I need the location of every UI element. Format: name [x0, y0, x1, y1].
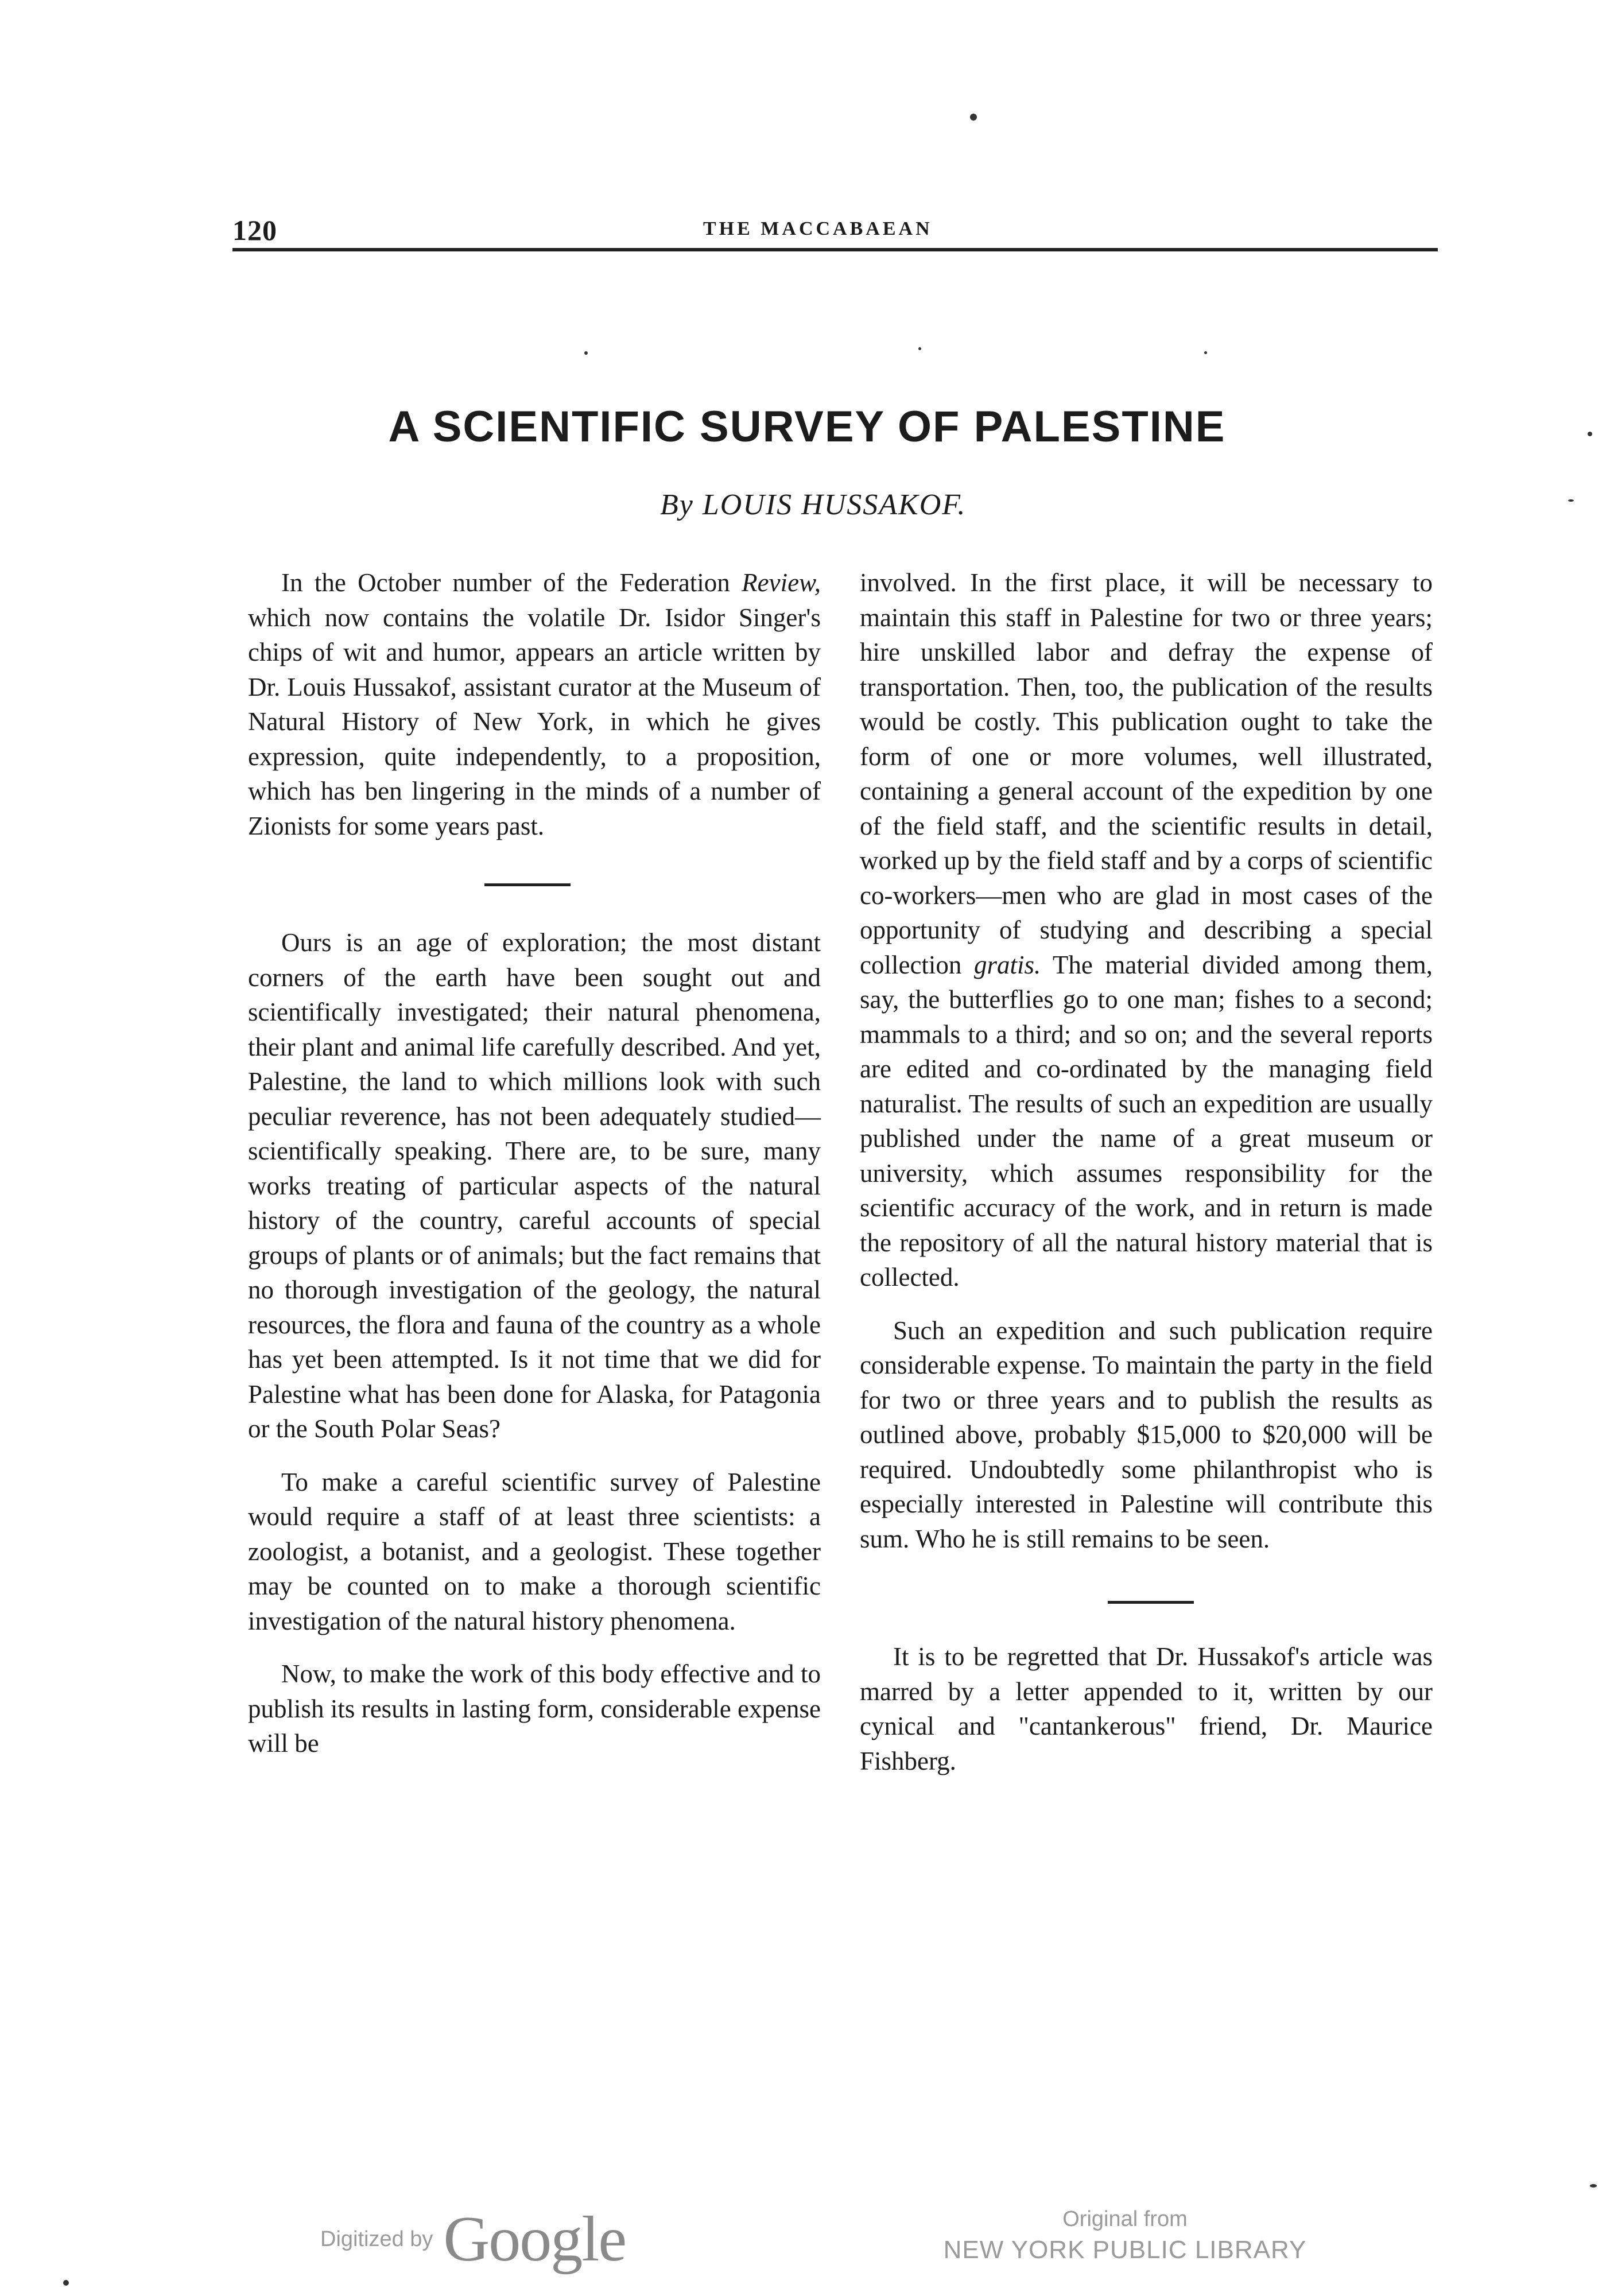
scan-speck	[1204, 351, 1207, 354]
page-number: 120	[232, 214, 277, 246]
original-from-label: Original from	[1062, 2207, 1188, 2231]
article-title: A SCIENTIFIC SURVEY OF PALESTINE	[388, 402, 1226, 451]
paragraph: Such an expedition and such publication require considerable expense. To maintain the party in the field for two or three years and to publish the results as outlined above, probably $15,000 to $20,000 will be required. Undoubtedly some philanthropist who is especially interested in Palestine will contribute this sum. Who he is still remains to be seen.	[860, 1316, 1433, 1553]
scan-speck	[1568, 499, 1574, 502]
scan-speck	[918, 347, 921, 350]
right-column	[860, 565, 1433, 1778]
paragraph: Now, to make the work of this body effective and to publish its results in lasting form, considerable expense will be	[248, 1659, 821, 1758]
running-head	[232, 214, 1438, 251]
google-logo: Google	[443, 2204, 626, 2275]
library-name: NEW YORK PUBLIC LIBRARY	[943, 2236, 1307, 2264]
article-byline: By LOUIS HUSSAKOF.	[660, 488, 967, 521]
section-divider	[484, 883, 571, 886]
scan-speck	[970, 114, 977, 121]
digitization-credit	[320, 2204, 626, 2275]
paragraph: It is to be regretted that Dr. Hussakof's article was marred by a letter appended to it, written by our cynical and "cantankerous" friend, Dr. Maurice Fishberg.	[860, 1642, 1433, 1775]
left-column	[248, 565, 821, 1761]
digitized-by-label: Digitized by	[320, 2227, 433, 2251]
journal-title: THE MACCABAEAN	[703, 218, 933, 239]
section-divider	[1108, 1601, 1194, 1604]
paragraph: Ours is an age of exploration; the most distant corners of the earth have been sought out and scientifically investigated; their natural phenomena, their plant and animal life carefully described. And yet, Palestine, the land to which millions look with such peculiar reverence, has not been adequately studied—scientifically speaking. There are, to be sure, many works treating of particular aspects of the natural history of the country, careful accounts of special groups of plants or of animals; but the fact remains that no thorough investigation of the geology, the natural resources, the flora and fauna of the country as a whole has yet been attempted. Is it not time that we did for Palestine what has been done for Alaska, for Patagonia or the South Polar Seas?	[248, 928, 821, 1443]
scan-speck	[1590, 2184, 1597, 2188]
paragraph: involved. In the first place, it will be necessary to maintain this staff in Palestine for two or three years; hire unskilled labor and defray the expense of transportation. Then, too, the publication of the results would be costly. This publication ought to take the form of one or more volumes, well illustrated, containing a general account of the expedition by one of the field staff, and the scientific results in detail, worked up by the field staff and by a corps of scientific co-workers—men who are glad in most cases of the opportunity of studying and describing a special collection gratis. The material divided among them, say, the butterflies go to one man; fishes to a second; mammals to a third; and so on; and the several reports are edited and co-ordinated by the managing field naturalist. The results of such an expedition are usually published under the name of a great museum or university, which assumes responsibility for the scientific accuracy of the work, and in return is made the repository of all the natural history material that is collected.	[860, 568, 1433, 1292]
scan-speck	[1588, 432, 1592, 436]
source-credit	[941, 2204, 1309, 2266]
paragraph: In the October number of the Federation Review, which now contains the volatile Dr. Isidor Singer's chips of wit and humor, appears an article written by Dr. Louis Hussakof, assistant curator at the Museum of Natural History of New York, in which he gives expression, quite independently, to a proposition, which has ben lingering in the minds of a number of Zionists for some years past.	[248, 568, 821, 840]
paragraph: To make a careful scientific survey of Palestine would require a staff of at least three scientists: a zoologist, a botanist, and a geologist. These together may be counted on to make a thorough scientific investigation of the natural history phenomena.	[248, 1467, 821, 1635]
scan-speck	[584, 351, 588, 355]
scan-speck	[63, 2280, 69, 2286]
